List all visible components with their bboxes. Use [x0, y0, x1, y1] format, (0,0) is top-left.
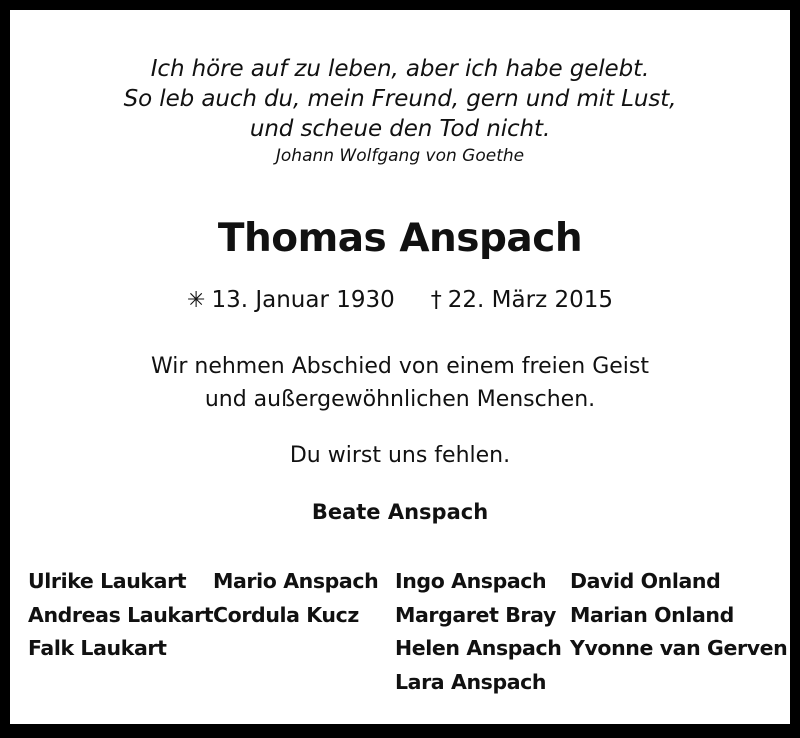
- mourner-name: Margaret Bray: [395, 602, 556, 627]
- mourner-name: Ingo Anspach: [395, 569, 547, 593]
- birth-star-icon: ✳: [187, 288, 206, 313]
- mourner-name: Yvonne van Gerven: [570, 636, 788, 660]
- quote-line: So leb auch du, mein Freund, gern und mit Lust,: [123, 86, 677, 112]
- mourner-name: Marian Onland: [570, 602, 734, 627]
- mourners-column: [395, 565, 561, 699]
- mourner-name: Cordula Kucz: [213, 602, 359, 627]
- life-dates: [10, 284, 790, 317]
- mourners-list: [10, 565, 790, 705]
- mourners-column: [570, 565, 787, 666]
- lead-mourner: Beate Anspach: [311, 500, 489, 524]
- quote-author: Johann Wolfgang von Goethe: [275, 146, 525, 166]
- mourner-name: Ulrike Laukart: [28, 569, 187, 593]
- goethe-quote: [10, 54, 790, 144]
- death-date: 22. März 2015: [447, 287, 613, 313]
- mourners-column: [28, 565, 213, 666]
- mourner-name: Andreas Laukart: [28, 602, 214, 627]
- death-cross-icon: †: [430, 288, 442, 313]
- quote-line: Ich höre auf zu leben, aber ich habe gelebt.: [150, 56, 650, 82]
- mourner-name: David Onland: [570, 569, 721, 593]
- mourner-name: Mario Anspach: [213, 569, 379, 593]
- mourner-name: Falk Laukart: [28, 636, 167, 660]
- obituary-notice: [10, 10, 790, 724]
- farewell-line: und außergewöhnlichen Menschen.: [204, 387, 596, 412]
- farewell-line: Wir nehmen Abschied von einem freien Geist: [150, 354, 650, 379]
- mourner-name: Helen Anspach: [395, 636, 562, 660]
- closing-line: Du wirst uns fehlen.: [289, 443, 511, 468]
- deceased-name: Thomas Anspach: [217, 216, 583, 261]
- mourners-column: [213, 565, 378, 632]
- quote-line: und scheue den Tod nicht.: [249, 116, 551, 142]
- farewell-message: [10, 350, 790, 416]
- mourner-name: Lara Anspach: [395, 669, 547, 694]
- birth-date: 13. Januar 1930: [211, 287, 395, 313]
